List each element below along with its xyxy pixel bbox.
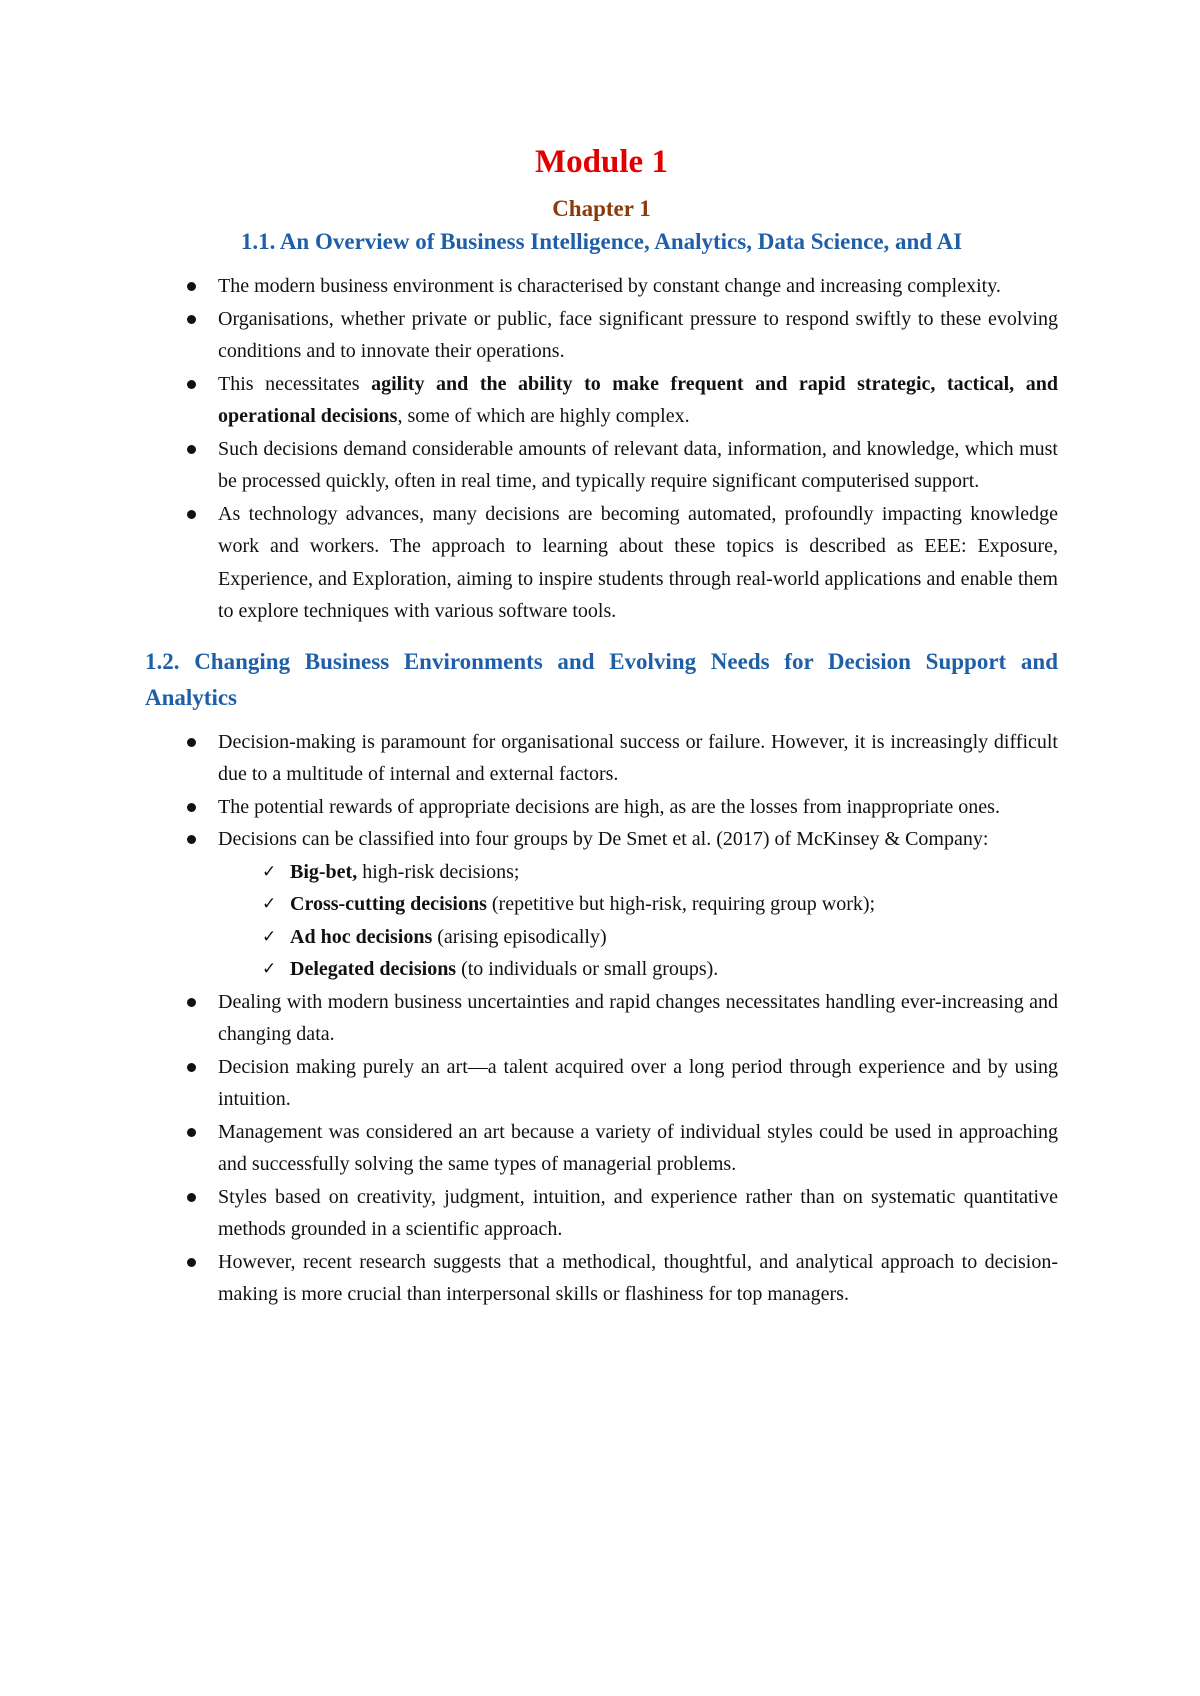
bullet-icon (187, 803, 196, 812)
bullet-text: Decision making purely an art—a talent acquired over a long period through experience and by using intuition. (218, 1055, 1058, 1110)
check-mark-icon: ✓ (262, 894, 277, 914)
bullet-text-bold: agility and the ability to make frequent and rapid strategic, tactical, and operational decisions (218, 372, 1058, 427)
check-mark-icon: ✓ (262, 926, 277, 947)
check-item-text: (repetitive but high-risk, requiring group work); (486, 893, 876, 915)
bullet-icon (187, 1258, 196, 1267)
bullet-item (145, 726, 1058, 791)
bullet-icon (187, 835, 196, 844)
check-item (145, 921, 1058, 954)
check-item (145, 953, 1058, 986)
check-mark-icon: ✓ (262, 959, 277, 979)
check-item-bold: Delegated decisions (290, 958, 457, 980)
bullet-icon (187, 1128, 196, 1137)
bullet-icon (187, 282, 196, 291)
bullet-icon (187, 445, 196, 454)
bullet-text: The modern business environment is characterised by constant change and increasing complexity. (218, 275, 1001, 297)
chapter-title: Chapter 1 (552, 196, 651, 221)
bullet-text-pre: This necessitates (218, 372, 372, 395)
bullet-icon (187, 315, 196, 324)
bullet-icon (187, 738, 196, 747)
bullet-item (145, 498, 1058, 628)
check-item-bold: Cross-cutting decisions (290, 893, 487, 915)
bullet-item (145, 433, 1058, 498)
check-item-text: (to individuals or small groups). (456, 958, 719, 980)
bullet-item (145, 1051, 1058, 1116)
bullet-text: As technology advances, many decisions are becoming automated, profoundly impacting knowledge work and workers. The approach to learning about these topics is described as EEE: Exposure, Experience, and Exploration, aiming to inspire students through real-world applications and enable them to explore techniques with various software tools. (218, 502, 1058, 622)
bullet-item (145, 1181, 1058, 1246)
bullet-item (145, 368, 1058, 433)
bullet-item (145, 986, 1058, 1051)
check-item-text: (arising episodically) (432, 925, 607, 948)
check-item (145, 856, 1058, 889)
section-2-bullet-list-continued (145, 986, 1058, 1311)
check-mark-icon: ✓ (262, 861, 277, 882)
module-title: Module 1 (535, 144, 668, 180)
check-item-bold: Big-bet, (290, 860, 358, 883)
check-item-text: high-risk decisions; (357, 860, 520, 883)
decision-types-checklist (145, 856, 1058, 986)
bullet-text: Decision-making is paramount for organisational success or failure. However, it is increasingly difficult due to a multitude of internal and external factors. (218, 730, 1058, 785)
check-item (145, 888, 1058, 921)
bullet-text: Management was considered an art because a variety of individual styles could be used in approaching and successfully solving the same types of managerial problems. (218, 1120, 1058, 1175)
bullet-icon (187, 1063, 196, 1072)
bullet-text-post: , some of which are highly complex. (397, 405, 690, 427)
bullet-text: Decisions can be classified into four groups by De Smet et al. (2017) of McKinsey & Company: (218, 828, 989, 850)
section-1-bullet-list (145, 270, 1058, 628)
section-2-heading: 1.2. Changing Business Environments and Evolving Needs for Decision Support and Analytics (145, 648, 1058, 710)
bullet-text: Styles based on creativity, judgment, intuition, and experience rather than on systematic quantitative methods grounded in a scientific approach. (218, 1185, 1058, 1240)
bullet-item (145, 303, 1058, 368)
bullet-icon (187, 510, 196, 519)
bullet-item (145, 270, 1058, 303)
check-item-bold: Ad hoc decisions (290, 925, 433, 948)
section-1-heading: 1.1. An Overview of Business Intelligence, Analytics, Data Science, and AI (240, 229, 963, 254)
bullet-icon (187, 998, 196, 1007)
bullet-item (145, 791, 1058, 824)
bullet-text: Organisations, whether private or public, face significant pressure to respond swiftly to these evolving conditions and to innovate their operations. (218, 307, 1058, 362)
bullet-text: However, recent research suggests that a methodical, thoughtful, and analytical approach to decision-making is more crucial than interpersonal skills or flashiness for top managers. (218, 1250, 1058, 1305)
bullet-text: Dealing with modern business uncertainties and rapid changes necessitates handling ever-increasing and changing data. (218, 990, 1058, 1045)
bullet-text: Such decisions demand considerable amounts of relevant data, information, and knowledge, which must be processed quickly, often in real time, and typically require significant computerised support. (218, 437, 1058, 492)
bullet-icon (187, 1193, 196, 1202)
bullet-icon (187, 380, 196, 389)
bullet-text: The potential rewards of appropriate decisions are high, as are the losses from inappropriate ones. (218, 795, 1000, 818)
bullet-item (145, 823, 1058, 856)
bullet-item (145, 1246, 1058, 1311)
section-2-bullet-list (145, 726, 1058, 856)
bullet-item (145, 1116, 1058, 1181)
